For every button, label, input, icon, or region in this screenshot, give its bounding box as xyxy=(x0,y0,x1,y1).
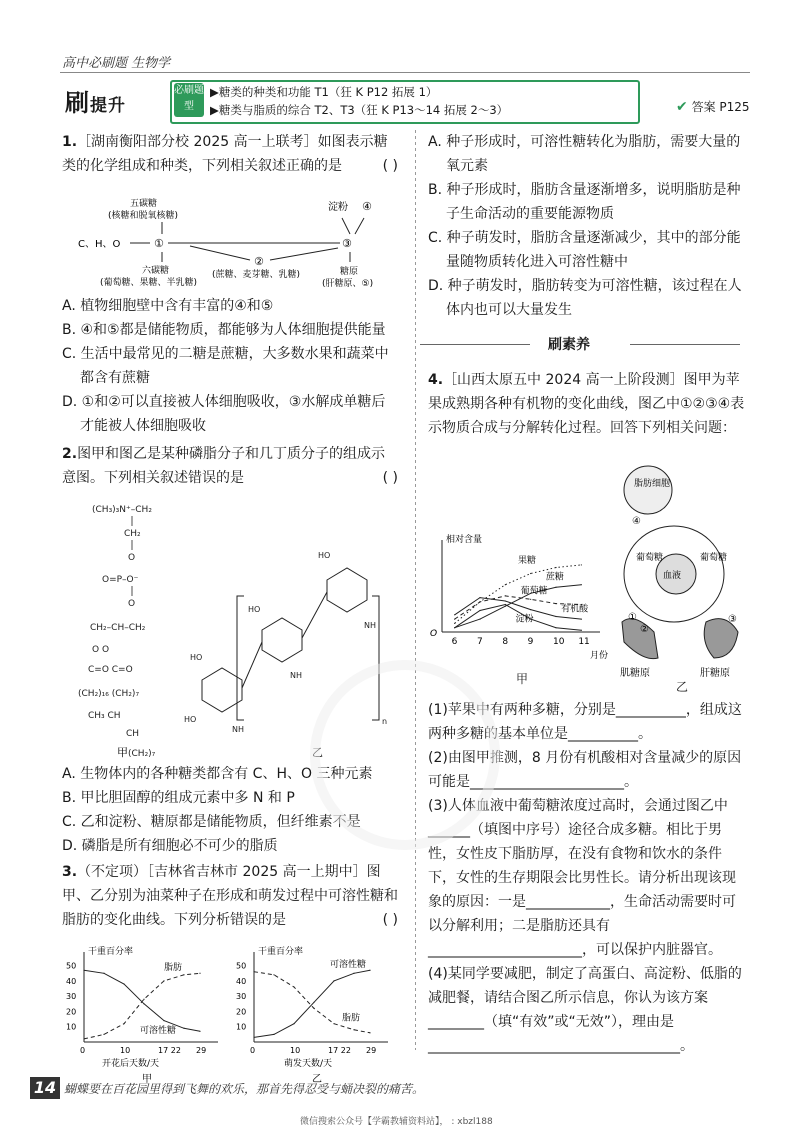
data-point xyxy=(555,587,556,588)
legend-label: 脂肪 xyxy=(164,963,183,974)
q3-option-b: B. 种子形成时，脂肪含量逐渐增多，说明脂肪是种子生命活动的重要能源物质 xyxy=(428,182,741,222)
brand-sub: 提升 xyxy=(90,96,126,116)
data-point xyxy=(454,614,455,615)
data-point xyxy=(555,603,556,604)
data-point xyxy=(505,606,506,607)
tag-line-1: ▶糖类的种类和功能 T1（狂 K P12 拓展 1） xyxy=(210,85,438,99)
data-point xyxy=(313,1002,314,1003)
data-point xyxy=(505,595,506,596)
q3-option-d: D. 种子萌发时，脂肪转变为可溶性糖，该过程在人体内也可以大量发生 xyxy=(428,278,742,318)
y-tick-label: 10 xyxy=(236,1022,247,1032)
x-axis-label: 月份 xyxy=(590,651,609,661)
y-tick-label: 10 xyxy=(66,1022,77,1032)
q4-part-4: (4)某同学要减肥，制定了高蛋白、高淀粉、低脂的减肥餐，请结合图乙所示信息，你认为该方案________（填“有效”或“无效”），理由是____________________________________。 xyxy=(428,966,742,1054)
data-point xyxy=(83,970,84,971)
legend-label: 蔗糖 xyxy=(545,572,564,583)
legend-label: 脂肪 xyxy=(342,1013,361,1024)
svg-text:n: n xyxy=(382,717,388,726)
q1-sugar-diagram xyxy=(70,196,400,296)
q4-c4: ④ xyxy=(632,516,641,527)
q4-putaotang2: 葡萄糖 xyxy=(700,553,728,563)
x-tick-label: 8 xyxy=(502,637,509,647)
chart-title: 乙 xyxy=(312,1074,322,1085)
x-tick-label: 0 xyxy=(250,1046,256,1055)
question-type-icon: 必刷题型 xyxy=(174,83,204,117)
data-point xyxy=(163,980,164,981)
q1-liutang-sub: (葡萄糖、果糖、半乳糖) xyxy=(100,278,198,288)
q2-option-a: A. 生物体内的各种糖类都含有 C、H、O 三种元素 xyxy=(62,766,373,782)
q3-option-a: A. 种子形成时，可溶性糖转化为脂肪，需要大量的氧元素 xyxy=(428,134,741,174)
q4-number: 4. xyxy=(428,372,444,388)
data-point xyxy=(143,999,144,1000)
q1-tangyuan: 糖原 xyxy=(340,267,359,277)
q3-option-c: C. 种子萌发时，脂肪含量逐渐减少，其中的部分能量随物质转化进入可溶性糖中 xyxy=(428,230,741,270)
footer-wechat: 微信搜索公众号【学霸教辅资料站】， : xbzl188 xyxy=(300,1117,493,1127)
q4-putaotang1: 葡萄糖 xyxy=(636,553,664,563)
x-tick-label: 29 xyxy=(196,1046,207,1055)
q1-option-b: B. ④和⑤都是储能物质，都能够为人体细胞提供能量 xyxy=(62,322,386,338)
svg-text:O O: O O xyxy=(92,645,110,655)
section-title: 刷素养 xyxy=(548,337,590,353)
y-tick-label: 20 xyxy=(66,1007,77,1017)
data-point xyxy=(581,619,582,620)
q1-dianfen: 淀粉 xyxy=(328,202,348,213)
x-axis-label: 开花后天数/天 xyxy=(102,1059,160,1069)
legend-label: 可溶性糖 xyxy=(330,960,367,971)
q3-options xyxy=(428,130,748,322)
y-axis-label: 干重百分率 xyxy=(258,947,304,957)
footer-quote: 蝴蝶要在百花园里得到飞舞的欢乐，那首先得忍受与蛹决裂的痛苦。 xyxy=(64,1082,425,1096)
data-point xyxy=(273,974,274,975)
x-tick-label: 10 xyxy=(290,1046,301,1055)
y-tick-label: 50 xyxy=(66,961,77,971)
svg-text:(CH₂)₇: (CH₂)₇ xyxy=(128,749,156,759)
q1-number: 1. xyxy=(62,134,78,150)
series-line-1 xyxy=(84,970,200,1031)
q4-fig-jia-label: 甲 xyxy=(516,672,529,686)
x-tick-label: 10 xyxy=(553,637,565,647)
x-tick-label: 9 xyxy=(527,637,534,647)
svg-text:NH: NH xyxy=(290,671,302,680)
data-point xyxy=(479,619,480,620)
svg-text:HO: HO xyxy=(248,605,261,614)
q1-option-c: C. 生活中最常见的二糖是蔗糖，大多数水果和蔬菜中都含有蔗糖 xyxy=(62,346,389,386)
data-point xyxy=(505,584,506,585)
x-tick-label: 6 xyxy=(451,637,458,647)
legend-label: 有机酸 xyxy=(561,604,589,615)
svg-text:O=P–O⁻: O=P–O⁻ xyxy=(102,575,139,585)
x-tick-label: 11 xyxy=(578,637,590,647)
q4-xueye: 血液 xyxy=(663,571,682,581)
column-divider xyxy=(415,130,416,1050)
q4-chart-jia xyxy=(428,530,618,690)
svg-text:NH: NH xyxy=(364,621,376,630)
svg-text:HO: HO xyxy=(318,551,331,560)
svg-text:CH₃ CH: CH₃ CH xyxy=(88,711,121,721)
brand-main: 刷 xyxy=(65,89,90,117)
data-point xyxy=(253,1037,254,1038)
q1-n4: ④ xyxy=(362,200,372,213)
q2-option-d: D. 磷脂是所有细胞必不可少的脂质 xyxy=(62,838,278,854)
svg-text:CH: CH xyxy=(126,729,140,739)
watermark-seal xyxy=(310,660,500,850)
q2-paren: ( ) xyxy=(382,470,398,486)
data-point xyxy=(103,973,104,974)
question-1 xyxy=(62,130,398,178)
data-point xyxy=(163,1020,164,1021)
q1-n1: ① xyxy=(154,237,164,250)
svg-text:HO: HO xyxy=(190,653,203,662)
q4-figure-yi xyxy=(614,462,754,692)
data-point xyxy=(530,573,531,574)
data-point xyxy=(369,970,370,971)
y-tick-label: 40 xyxy=(66,976,77,986)
q1-cho: C、H、O xyxy=(78,239,121,250)
data-point xyxy=(353,1029,354,1030)
y-tick-label: 30 xyxy=(236,992,247,1002)
data-point xyxy=(479,601,480,602)
q1-wutang-sub: (核糖和脱氧核糖) xyxy=(108,211,179,221)
page-header-title: 高中必刷题 生物学 xyxy=(62,56,171,71)
q2-option-c: C. 乙和淀粉、糖原都是储能物质，但纤维素不是 xyxy=(62,814,361,830)
q4-part-3: (3)人体血液中葡萄糖浓度过高时，会通过图乙中______（填图中序号）途径合成多糖。相比于男性，女性皮下脂肪厚，在没有食物和饮水的条件下，女性的生存期限会比男性长。请分析出现该现象的原因：一是____________，生命活动需要时可以分解利用；二是脂肪还具有______________________，可以保护内脏器官。 xyxy=(428,798,736,958)
data-point xyxy=(555,616,556,617)
answer-ref xyxy=(676,98,750,115)
data-point xyxy=(123,983,124,984)
svg-text:O: O xyxy=(128,599,136,609)
q1-tangyuan-sub: (肝糖原、⑤) xyxy=(322,279,374,289)
tag-line-2: ▶糖类与脂质的综合 T2、T3（狂 K P13～14 拓展 2～3） xyxy=(210,103,509,117)
data-point xyxy=(479,597,480,598)
check-icon: ✔ xyxy=(676,99,688,115)
svg-text:O: O xyxy=(128,553,136,563)
section-header xyxy=(420,332,760,358)
y-tick-label: 20 xyxy=(236,1007,247,1017)
header-rule xyxy=(60,72,750,73)
data-point xyxy=(253,971,254,972)
y-axis-label: 相对含量 xyxy=(446,535,483,545)
q4-c1: ① xyxy=(628,612,637,623)
svg-text:HO: HO xyxy=(184,715,197,724)
data-point xyxy=(505,604,506,605)
question-4 xyxy=(428,368,748,440)
q3-stem: （不定项）［吉林省吉林市 2025 高一上期中］图甲、乙分别为油菜种子在形成和萌发过程中可溶性糖和脂肪的变化曲线。下列分析错误的是 xyxy=(62,864,398,928)
svg-text:C=O C=O: C=O C=O xyxy=(88,665,133,675)
data-point xyxy=(530,609,531,610)
y-tick-label: 40 xyxy=(236,976,247,986)
data-point xyxy=(555,627,556,628)
data-point xyxy=(353,973,354,974)
data-point xyxy=(581,630,582,631)
data-point xyxy=(555,567,556,568)
data-point xyxy=(454,623,455,624)
q4-part-2: (2)由图甲推测，8 月份有机酸相对含量减少的原因可能是______________________。 xyxy=(428,750,742,790)
svg-text:CH₂–CH–CH₂: CH₂–CH–CH₂ xyxy=(90,623,146,633)
data-point xyxy=(333,980,334,981)
page-number: 14 xyxy=(30,1077,60,1099)
q1-paren: ( ) xyxy=(382,158,398,174)
q4-part-1: (1)苹果中有两种多糖，分别是__________，组成这两种多糖的基本单位是__________。 xyxy=(428,702,742,742)
x-tick-label: 17 22 xyxy=(328,1046,351,1055)
q1-liutang: 六碳糖 xyxy=(142,266,170,276)
q1-n3: ③ xyxy=(342,237,352,250)
svg-text:NH: NH xyxy=(232,725,244,734)
chart-title: 甲 xyxy=(142,1074,152,1085)
q4-c3: ③ xyxy=(728,614,737,625)
x-tick-label: 29 xyxy=(366,1046,377,1055)
data-point xyxy=(530,599,531,600)
q1-n2: ② xyxy=(254,255,264,268)
svg-text:(CH₂)₁₆ (CH₂)₇: (CH₂)₁₆ (CH₂)₇ xyxy=(78,689,140,699)
q3-number: 3. xyxy=(62,864,78,880)
data-point xyxy=(581,584,582,585)
q2-fig-yi: 乙 xyxy=(312,746,323,759)
data-point xyxy=(199,1031,200,1032)
answer-text: 答案 P125 xyxy=(691,100,750,114)
data-point xyxy=(581,564,582,565)
data-point xyxy=(183,974,184,975)
legend-label: 淀粉 xyxy=(515,614,534,625)
series-line-0 xyxy=(254,970,370,1037)
data-point xyxy=(293,986,294,987)
q2-number: 2. xyxy=(62,446,78,462)
q4-zhifang: 脂肪细胞 xyxy=(634,479,671,489)
svg-text:CH₂: CH₂ xyxy=(124,529,141,539)
y-axis-label: 干重百分率 xyxy=(88,947,134,957)
q4-stem: ［山西太原五中 2024 高一上阶段测］图甲为苹果成熟期各种有机物的变化曲线，图乙中①②③④表示物质合成与分解转化过程。回答下列相关问题： xyxy=(428,372,745,436)
q2-option-b: B. 甲比胆固醇的组成元素中多 N 和 P xyxy=(62,790,295,806)
q1-options xyxy=(62,294,398,490)
q1-n2-sub: (蔗糖、麦芽糖、乳糖) xyxy=(212,270,301,280)
x-axis-label: 萌发天数/天 xyxy=(284,1059,333,1069)
series-line-1 xyxy=(254,972,370,1033)
data-point xyxy=(199,973,200,974)
data-point xyxy=(293,1023,294,1024)
x-tick-label: 7 xyxy=(477,637,483,647)
data-point xyxy=(123,1023,124,1024)
data-point xyxy=(83,1038,84,1039)
x-tick-label: 17 22 xyxy=(158,1046,181,1055)
svg-text:(CH₃)₃N⁺–CH₂: (CH₃)₃N⁺–CH₂ xyxy=(92,505,152,515)
q4-fig-yi-label: 乙 xyxy=(676,680,689,694)
q1-option-d: D. ①和②可以直接被人体细胞吸收，③水解成单糖后才能被人体细胞吸收 xyxy=(62,394,386,434)
data-point xyxy=(273,1034,274,1035)
data-point xyxy=(333,1023,334,1024)
q3-chart-jia xyxy=(62,940,232,1085)
q4-c2: ② xyxy=(640,624,649,635)
q3-chart-yi xyxy=(232,940,402,1085)
data-point xyxy=(369,1032,370,1033)
q2-stem: 图甲和图乙是某种磷脂分子和几丁质分子的组成示意图。下列相关叙述错误的是 xyxy=(62,446,386,486)
y-tick-label: 50 xyxy=(236,961,247,971)
data-point xyxy=(505,600,506,601)
legend-label: 葡萄糖 xyxy=(520,586,548,597)
data-point xyxy=(313,1008,314,1009)
q4-jitangyuan: 肌糖原 xyxy=(620,668,650,679)
brand-label xyxy=(65,83,126,118)
data-point xyxy=(183,1028,184,1029)
data-point xyxy=(454,619,455,620)
y-tick-label: 30 xyxy=(66,992,77,1002)
q1-stem: ［湖南衡阳部分校 2025 高一上联考］如图表示糖类的化学组成和种类，下列相关叙述正确的是 xyxy=(62,134,388,174)
q1-wutang: 五碳糖 xyxy=(130,199,158,209)
data-point xyxy=(103,1034,104,1035)
data-point xyxy=(454,627,455,628)
x-tick-label: 0 xyxy=(80,1046,86,1055)
origin-label: O xyxy=(430,629,438,639)
data-point xyxy=(143,1003,144,1004)
q2-fig-jia: 甲 xyxy=(117,746,128,759)
legend-label: 果糖 xyxy=(518,556,537,567)
x-tick-label: 10 xyxy=(120,1046,131,1055)
legend-label: 可溶性糖 xyxy=(140,1025,177,1036)
data-point xyxy=(479,610,480,611)
q3-paren: ( ) xyxy=(382,912,398,928)
q1-option-a: A. 植物细胞壁中含有丰富的④和⑤ xyxy=(62,298,274,314)
q4-gantangyuan: 肝糖原 xyxy=(700,668,730,679)
